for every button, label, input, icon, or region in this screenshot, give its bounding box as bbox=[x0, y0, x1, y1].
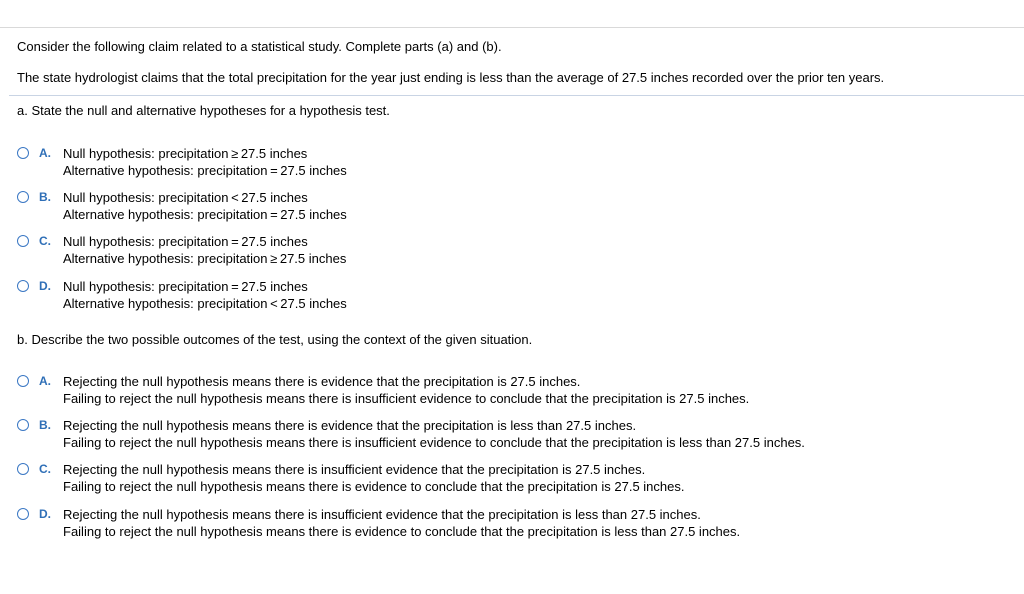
option-line-2: Failing to reject the null hypothesis means there is insufficient evidence to conclude that the precipitation is 27.5 inches. bbox=[63, 391, 750, 406]
option-line-2: Alternative hypothesis: precipitation ≥ 27.5 inches bbox=[63, 251, 347, 266]
option-letter: B. bbox=[39, 190, 51, 204]
radio-button[interactable] bbox=[17, 375, 29, 387]
option-line-2: Alternative hypothesis: precipitation = 27.5 inches bbox=[63, 207, 347, 222]
radio-button[interactable] bbox=[17, 147, 29, 159]
radio-button[interactable] bbox=[17, 235, 29, 247]
option-line-1: Rejecting the null hypothesis means there is evidence that the precipitation is 27.5 inches. bbox=[63, 374, 581, 389]
radio-button[interactable] bbox=[17, 191, 29, 203]
option-line-1: Rejecting the null hypothesis means there is insufficient evidence that the precipitation is less than 27.5 inches. bbox=[63, 507, 701, 522]
radio-button[interactable] bbox=[17, 508, 29, 520]
option-line-1: Null hypothesis: precipitation ≥ 27.5 inches bbox=[63, 146, 308, 161]
part-a-question: a. State the null and alternative hypotheses for a hypothesis test. bbox=[17, 103, 390, 118]
top-divider bbox=[0, 27, 1024, 28]
part-a-option-a[interactable] bbox=[17, 145, 347, 179]
part-b-option-d[interactable] bbox=[17, 506, 740, 540]
option-line-1: Null hypothesis: precipitation < 27.5 inches bbox=[63, 190, 308, 205]
option-letter: D. bbox=[39, 507, 51, 521]
option-letter: A. bbox=[39, 146, 51, 160]
part-a-option-c[interactable] bbox=[17, 233, 346, 267]
question-intro: Consider the following claim related to a statistical study. Complete parts (a) and (b). bbox=[17, 39, 502, 54]
option-line-2: Failing to reject the null hypothesis means there is evidence to conclude that the precipitation is less than 27.5 inches. bbox=[63, 524, 741, 539]
option-letter: B. bbox=[39, 418, 51, 432]
option-line-1: Null hypothesis: precipitation = 27.5 inches bbox=[63, 279, 308, 294]
option-letter: C. bbox=[39, 462, 51, 476]
radio-button[interactable] bbox=[17, 463, 29, 475]
option-line-1: Rejecting the null hypothesis means there is evidence that the precipitation is less than 27.5 inches. bbox=[63, 418, 637, 433]
part-b-option-b[interactable] bbox=[17, 417, 805, 451]
option-line-2: Alternative hypothesis: precipitation < 27.5 inches bbox=[63, 296, 347, 311]
part-b-option-a[interactable] bbox=[17, 373, 749, 407]
part-b-question: b. Describe the two possible outcomes of the test, using the context of the given situation. bbox=[17, 332, 533, 347]
radio-button[interactable] bbox=[17, 419, 29, 431]
part-a-option-d[interactable] bbox=[17, 278, 347, 312]
option-line-2: Alternative hypothesis: precipitation = 27.5 inches bbox=[63, 163, 347, 178]
part-b-option-c[interactable] bbox=[17, 461, 684, 495]
radio-button[interactable] bbox=[17, 280, 29, 292]
option-line-1: Rejecting the null hypothesis means there is insufficient evidence that the precipitation is 27.5 inches. bbox=[63, 462, 646, 477]
option-line-2: Failing to reject the null hypothesis means there is evidence to conclude that the precipitation is 27.5 inches. bbox=[63, 479, 685, 494]
part-a-option-b[interactable] bbox=[17, 189, 347, 223]
option-letter: D. bbox=[39, 279, 51, 293]
claim-statement: The state hydrologist claims that the total precipitation for the year just ending is less than the average of 27.5 inches recorded over the prior ten years. bbox=[17, 70, 885, 85]
option-letter: A. bbox=[39, 374, 51, 388]
option-line-1: Null hypothesis: precipitation = 27.5 inches bbox=[63, 234, 308, 249]
claim-divider bbox=[9, 95, 1024, 96]
option-line-2: Failing to reject the null hypothesis means there is insufficient evidence to conclude that the precipitation is less than 27.5 inches. bbox=[63, 435, 805, 450]
option-letter: C. bbox=[39, 234, 51, 248]
